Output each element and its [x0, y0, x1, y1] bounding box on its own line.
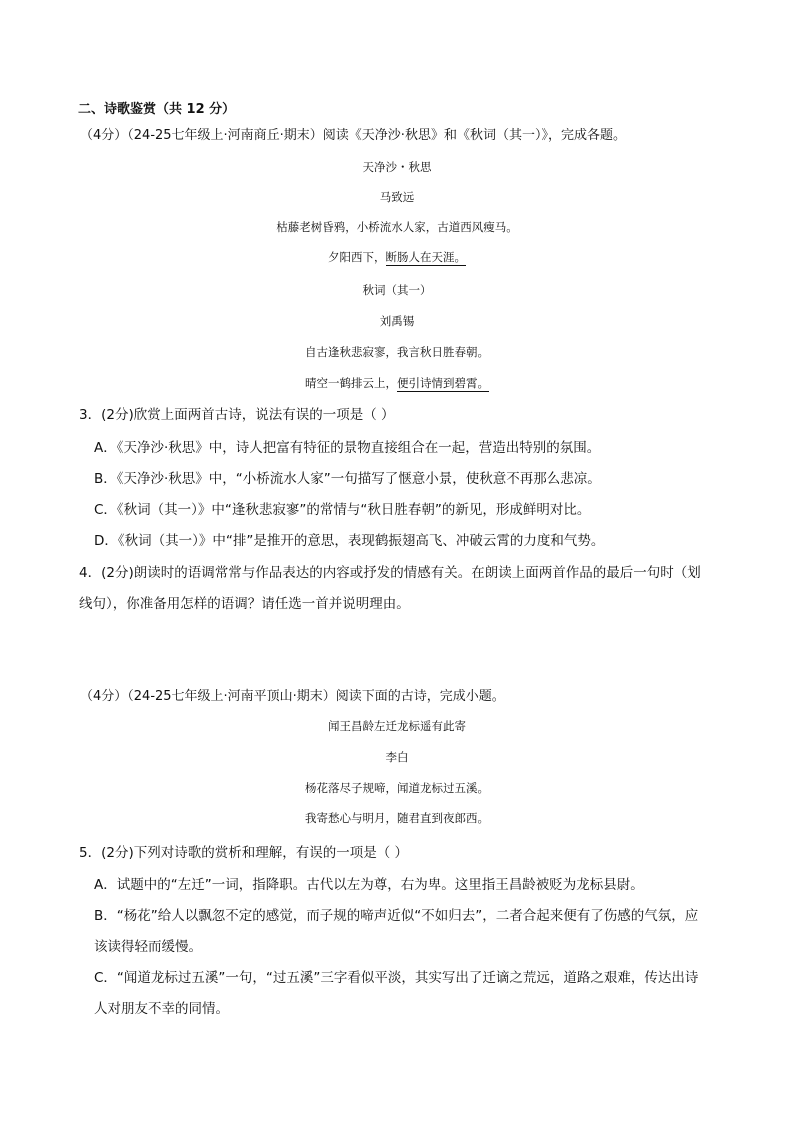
group1-intro: （4分）（24-25七年级上·河南商丘·期末）阅读《天净沙·秋思》和《秋词（其一）》，完成各题。	[80, 128, 626, 143]
group2-intro: （4分）（24-25七年级上·河南平顶山·期末）阅读下面的古诗，完成小题。	[80, 689, 505, 704]
poem1-line2-plain: 夕阳西下，	[328, 250, 386, 264]
q3-option-d: D．《秋词（其一）》中“排”是推开的意思，表现鹤振翅高飞、冲破云霄的力度和气势。	[94, 533, 605, 549]
q3-option-b: B．《天净沙·秋思》中，“小桥流水人家”一句描写了惬意小景，使秋意不再那么悲凉。	[94, 471, 601, 487]
poem2-line2-plain: 晴空一鹤排云上，	[305, 376, 397, 390]
poem3-title: 闻王昌龄左迁龙标遥有此寄	[328, 719, 466, 733]
section-title: 二、诗歌鉴赏（共 12 分）	[78, 102, 236, 117]
q5-option-c-line2: 人对朋友不幸的同情。	[94, 1001, 229, 1017]
poem3-line2: 我寄愁心与明月，随君直到夜郎西。	[305, 811, 489, 825]
q5-stem: 5．(2分)下列对诗歌的赏析和理解，有误的一项是（ ）	[79, 845, 409, 861]
q3-option-a: A．《天净沙·秋思》中，诗人把富有特征的景物直接组合在一起，营造出特别的氛围。	[94, 440, 601, 456]
q5-option-a: A．试题中的“左迁”一词，指降职。古代以左为尊，右为卑。这里指王昌龄被贬为龙标县尉。	[94, 877, 644, 893]
q4-line1: 4．(2分)朗读时的语调常常与作品表达的内容或抒发的情感有关。在朗读上面两首作品的最后一句时（划	[79, 565, 701, 581]
poem2-line2	[0, 375, 794, 391]
poem3-line1: 杨花落尽子规啼，闻道龙标过五溪。	[305, 781, 489, 795]
poem1-line2-underlined: 断肠人在天涯。	[385, 250, 466, 264]
poem2-line2-underlined: 便引诗情到碧霄。	[397, 376, 489, 390]
poem2-line1: 自古逢秋悲寂寥，我言秋日胜春朝。	[305, 345, 489, 359]
poem1-line2	[0, 249, 794, 265]
poem1-line1: 枯藤老树昏鸦，小桥流水人家，古道西风瘦马。	[276, 220, 518, 234]
q5-option-b-line1: B．“杨花”给人以飘忽不定的感觉，而子规的啼声近似“不如归去”，二者合起来便有了伤感的气氛，应	[94, 908, 699, 924]
q5-option-b-line2: 该读得轻而缓慢。	[94, 939, 202, 955]
q5-option-c-line1: C．“闻道龙标过五溪”一句，“过五溪”三字看似平淡，其实写出了迁谪之荒远，道路之艰难，传达出诗	[94, 970, 699, 986]
poem2-title: 秋词（其一）	[362, 283, 432, 297]
poem1-author: 马致远	[379, 190, 415, 204]
q3-stem: 3．(2分)欣赏上面两首古诗，说法有误的一项是（ ）	[79, 407, 395, 423]
q3-option-c: C．《秋词（其一）》中“逢秋悲寂寥”的常情与“秋日胜春朝”的新见，形成鲜明对比。	[94, 502, 591, 518]
poem3-author: 李白	[385, 750, 409, 764]
q4-line2: 线句），你准备用怎样的语调？请任选一首并说明理由。	[79, 596, 410, 612]
poem2-author: 刘禹锡	[379, 314, 415, 328]
poem1-title: 天净沙・秋思	[362, 160, 432, 174]
